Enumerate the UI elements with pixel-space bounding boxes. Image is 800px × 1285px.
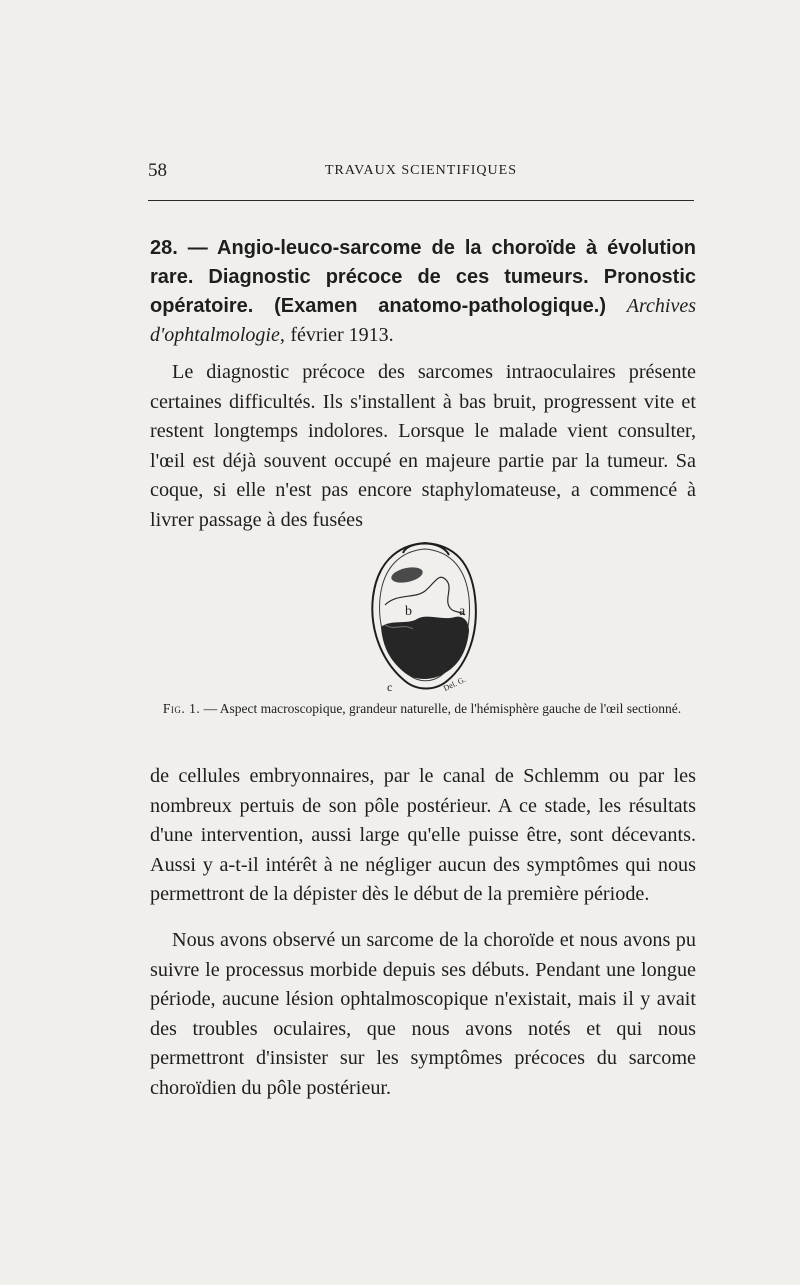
- entry-date: février 1913.: [290, 324, 394, 346]
- entry-title-text: 28. — Angio-leuco-sarcome de la choroïde à évolution rare. Diagnostic précoce de ces tumeurs. Pronostic opératoire. (Examen anatomo-pathologique.): [150, 237, 696, 317]
- artist-signature: Del. G.: [442, 674, 468, 693]
- bibliography-entry: [150, 234, 696, 350]
- detachment-line: [385, 577, 465, 615]
- caption-text: — Aspect macroscopique, grandeur naturelle, de l'hémisphère gauche de l'œil sectionné.: [203, 701, 682, 716]
- running-head: [148, 160, 694, 184]
- paragraph-3: Nous avons observé un sarcome de la choroïde et nous avons pu suivre le processus morbide depuis ses débuts. Pendant une longue période, aucune lésion ophtalmoscopique n'existait, mais il y avait des troubles oculaires, que nous avons notés et qui nous permettront d'insister sur les symptômes précoces du sarcome choroïdien du pôle postérieur.: [150, 929, 696, 1099]
- eye-figure: [355, 535, 495, 695]
- caption-label: Fig. 1.: [162, 701, 201, 716]
- label-b: b: [405, 604, 412, 619]
- paragraph-1: Le diagnostic précoce des sarcomes intraoculaires présente certaines difficultés. Ils s'installent à bas bruit, progressent vite et restent longtemps indolores. Lorsque le malade vient consulter, l'œil est déjà souvent occupé en majeure partie par la tumeur. Sa coque, si elle n'est pas encore staphylomateuse, a commencé à livrer passage à des fusées: [150, 361, 696, 531]
- label-a: a: [459, 604, 466, 619]
- page-number: 58: [148, 160, 167, 181]
- eye-section-illustration: [355, 535, 495, 695]
- label-c: c: [387, 680, 393, 694]
- paragraph-2: de cellules embryonnaires, par le canal de Schlemm ou par les nombreux pertuis de son pôle postérieur. A ce stade, les résultats d'une intervention, aussi large qu'elle puisse être, sont décevants. Aussi y a-t-il intérêt à ne négliger aucun des symptômes qui nous permettront de la dépister dès le début de la première période.: [150, 765, 696, 905]
- header-rule: [148, 200, 694, 201]
- entry-title: [150, 234, 696, 350]
- figure-caption: [162, 700, 682, 719]
- lens: [390, 565, 424, 585]
- running-title: TRAVAUX SCIENTIFIQUES: [324, 163, 517, 178]
- entry-source: Archives d'ophtalmologie,: [150, 295, 696, 346]
